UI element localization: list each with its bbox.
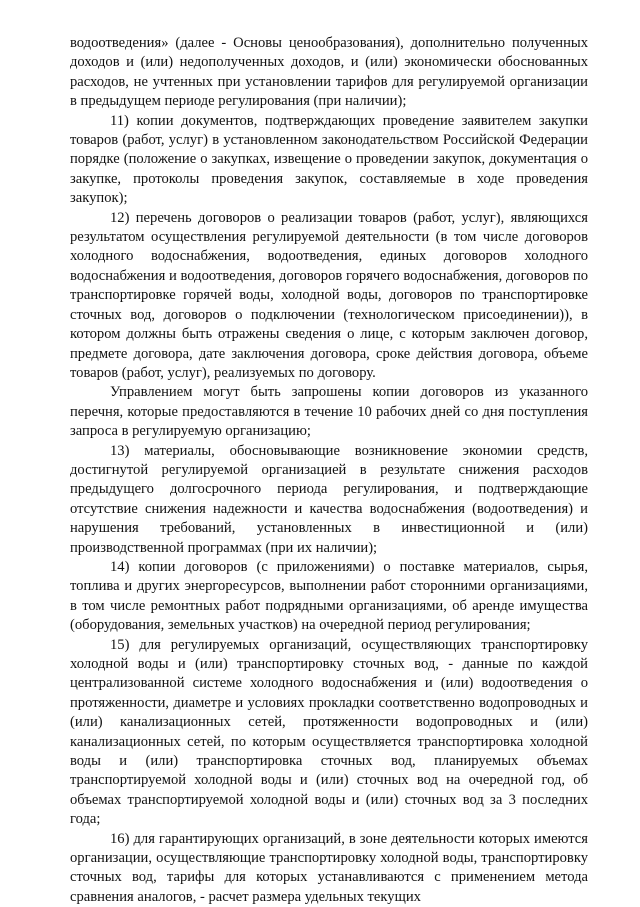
paragraph-12: 12) перечень договоров о реализации товаров (работ, услуг), являющихся результатом осуществления регулируемой деятельности (в том числе договоров холодного водоснабжения, водоотведения, единых договоров холодного водоснабжения и водоотведения, договоров горячего водоснабжения, договоров по транспортировке горячей воды, холодной воды, договоров по транспортировке сточных вод, договоров о подключении (технологическом присоединении)), в котором должны быть отражены сведения о лице, с которым заключен договор, предмете договора, дате заключения договора, сроке действия договора, объеме товаров (работ, услуг), реализуемых по договору. [70,209,588,381]
paragraph-14: 14) копии договоров (с приложениями) о поставке материалов, сырья, топлива и других энергоресурсов, выполнении работ сторонними организациями, в том числе ремонтных работ подрядными организациями, об аренде имущества (оборудования, земельных участков) на очередной период регулирования; [70,558,588,634]
paragraph-12-note: Управлением могут быть запрошены копии договоров из указанного перечня, которые предоставляются в течение 10 рабочих дней со дня поступления запроса в регулируемую организацию; [70,384,588,440]
paragraph-13: 13) материалы, обосновывающие возникновение экономии средств, достигнутой регулируемой организацией в результате снижения расходов предыдущего долгосрочного периода регулирования, и подтверждающие отсутствие снижения надежности и качества водоснабжения (водоотведения) и нарушения требований, установленных в инвестиционной и (или) производственной программах (при их наличии); [70,442,588,556]
paragraph-16: 16) для гарантирующих организаций, в зоне деятельности которых имеются организации, осуществляющие транспортировку холодной воды, транспортировку сточных вод, тарифы для которых устанавливаются с применением метода сравнения аналогов, - расчет размера удельных текущих [70,830,588,905]
paragraph-15: 15) для регулируемых организаций, осуществляющих транспортировку холодной воды и (или) транспортировку сточных вод, - данные по каждой централизованной системе холодного водоснабжения и (или) водоотведения о протяженности, диаметре и условиях прокладки соответственно водопроводных и (или) канализационных сетей, протяженности водопроводных и (или) канализационных сетей, по которым осуществляется транспортировка холодной воды и (или) транспортировка сточных вод, планируемых объемах транспортируемой холодной воды и (или) сточных вод на очередной год, об объемах транспортируемой холодной воды и (или) сточных вод за 3 последних года; [70,636,588,828]
paragraph-10-continuation: водоотведения» (далее - Основы ценообразования), дополнительно полученных доходов и (или) недополученных доходов, и (или) экономически обоснованных расходов, не учтенных при установлении тарифов для регулируемой организации в предыдущем периоде регулирования (при наличии); [70,35,588,110]
paragraph-11: 11) копии документов, подтверждающих проведение заявителем закупки товаров (работ, услуг) в установленном законодательством Российской Федерации порядке (положение о закупках, извещение о проведении закупок, документация о закупке, протоколы проведения закупок, составляемые в ходе проведения закупок); [70,112,588,207]
document-page [70,34,588,907]
